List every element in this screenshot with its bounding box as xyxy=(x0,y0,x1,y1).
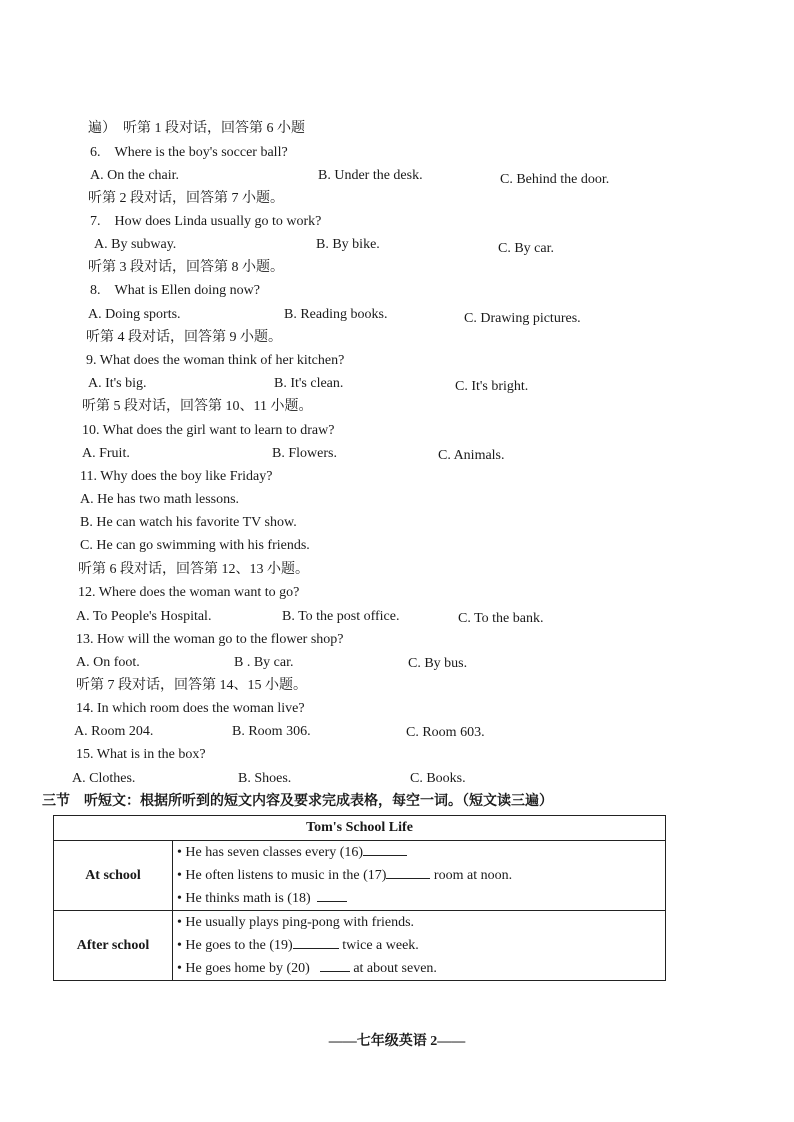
question-12: 12. Where does the woman want to go? xyxy=(78,585,300,600)
table-row xyxy=(54,911,666,981)
q9-option-a: A. It's big. xyxy=(88,376,147,391)
q14-option-b: B. Room 306. xyxy=(232,724,311,739)
prompt-dialogue-4: 听第 4 段对话，回答第 9 小题。 xyxy=(86,330,282,345)
table-row xyxy=(54,841,666,911)
q8-option-c: C. Drawing pictures. xyxy=(464,311,581,326)
q15-option-c: C. Books. xyxy=(410,771,466,786)
q9-option-c: C. It's bright. xyxy=(455,379,529,394)
q7-option-c: C. By car. xyxy=(498,241,554,256)
line-17: • He often listens to music in the (17) room at noon. xyxy=(173,864,665,887)
line-19: • He goes to the (19) twice a week. xyxy=(173,934,665,957)
table-title: Tom's School Life xyxy=(54,816,666,841)
q10-option-a: A. Fruit. xyxy=(82,446,130,461)
prompt-dialogue-6: 听第 6 段对话，回答第 12、13 小题。 xyxy=(78,562,309,577)
line-16: • He has seven classes every (16) xyxy=(173,841,665,864)
q15-option-b: B. Shoes. xyxy=(238,771,292,786)
q10-option-c: C. Animals. xyxy=(438,448,505,463)
page-footer: ——七年级英语 2—— xyxy=(328,1034,466,1049)
q9-option-b: B. It's clean. xyxy=(274,376,344,391)
after-school-cell xyxy=(173,911,666,981)
q14-option-c: C. Room 603. xyxy=(406,725,485,740)
q8-option-b: B. Reading books. xyxy=(284,307,388,322)
prompt-dialogue-7: 听第 7 段对话，回答第 14、15 小题。 xyxy=(76,678,307,693)
row-label-after-school: After school xyxy=(54,911,173,981)
question-14: 14. In which room does the woman live? xyxy=(76,701,305,716)
school-life-table xyxy=(53,815,666,981)
q13-option-a: A. On foot. xyxy=(76,655,140,670)
q15-option-a: A. Clothes. xyxy=(72,771,136,786)
line-pingpong: • He usually plays ping-pong with friends. xyxy=(177,915,415,930)
question-9: 9. What does the woman think of her kitchen? xyxy=(86,353,345,368)
q11-option-a: A. He has two math lessons. xyxy=(80,492,240,507)
blank-17[interactable] xyxy=(386,865,430,879)
question-8: 8. What is Ellen doing now? xyxy=(90,283,260,298)
blank-20[interactable] xyxy=(320,958,350,972)
q13-option-b: B . By car. xyxy=(234,655,294,670)
question-15: 15. What is in the box? xyxy=(76,747,206,762)
q7-option-a: A. By subway. xyxy=(94,237,177,252)
q11-option-c: C. He can go swimming with his friends. xyxy=(80,538,310,553)
blank-16[interactable] xyxy=(363,842,407,856)
q13-option-c: C. By bus. xyxy=(408,656,468,671)
question-13: 13. How will the woman go to the flower shop? xyxy=(76,632,344,647)
q11-option-b: B. He can watch his favorite TV show. xyxy=(80,515,297,530)
q6-option-c: C. Behind the door. xyxy=(500,172,610,187)
q14-option-a: A. Room 204. xyxy=(74,724,154,739)
question-10: 10. What does the girl want to learn to draw? xyxy=(82,423,335,438)
row-label-at-school: At school xyxy=(54,841,173,911)
q12-option-c: C. To the bank. xyxy=(458,611,544,626)
line-20: • He goes home by (20) at about seven. xyxy=(173,957,665,980)
line-18: • He thinks math is (18) xyxy=(173,887,665,910)
prompt-dialogue-2: 听第 2 段对话，回答第 7 小题。 xyxy=(88,191,284,206)
q8-option-a: A. Doing sports. xyxy=(88,307,181,322)
question-7: 7. How does Linda usually go to work? xyxy=(90,214,322,229)
question-11: 11. Why does the boy like Friday? xyxy=(80,469,273,484)
q12-option-a: A. To People's Hospital. xyxy=(76,609,212,624)
blank-19[interactable] xyxy=(293,935,339,949)
prompt-dialogue-3: 听第 3 段对话，回答第 8 小题。 xyxy=(88,260,284,275)
q10-option-b: B. Flowers. xyxy=(272,446,337,461)
question-6: 6. Where is the boy's soccer ball? xyxy=(90,145,288,160)
q12-option-b: B. To the post office. xyxy=(282,609,400,624)
prompt-dialogue-5: 听第 5 段对话，回答第 10、11 小题。 xyxy=(82,399,313,414)
q7-option-b: B. By bike. xyxy=(316,237,380,252)
blank-18[interactable] xyxy=(317,888,347,902)
section-intro: 遍） 听第 1 段对话，回答第 6 小题 xyxy=(88,121,305,136)
q6-option-b: B. Under the desk. xyxy=(318,168,423,183)
at-school-cell xyxy=(173,841,666,911)
section3-heading: 三节 听短文：根据所听到的短文内容及要求完成表格，每空一词。（短文读三遍） xyxy=(42,794,553,809)
q6-option-a: A. On the chair. xyxy=(90,168,180,183)
